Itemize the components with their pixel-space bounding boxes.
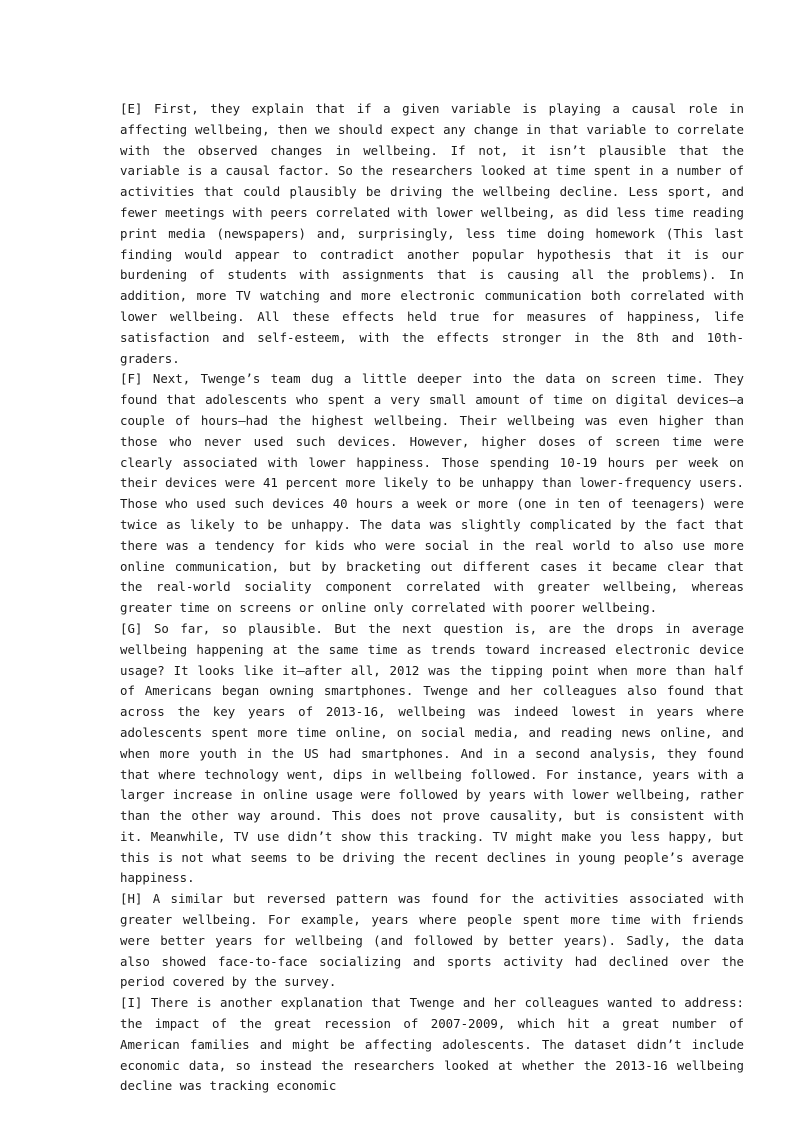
paragraph-i xyxy=(120,993,744,1097)
paragraph-text: So far, so plausible. But the next question is, are the drops in average wellbeing happening at the same time as trends toward increased electronic device usage? It looks like it—after all, 2012 was the tipping point when more than half of Americans began owning smartphones. Twenge and her colleagues also found that across the key years of 2013-16, wellbeing was indeed lowest in years where adolescents spent more time online, on social media, and reading news online, and when more youth in the US had smartphones. And in a second analysis, they found that where technology went, dips in wellbeing followed. For instance, years with a larger increase in online usage were followed by years with lower wellbeing, rather than the other way around. This does not prove causality, but is consistent with it. Meanwhile, TV use didn’t show this tracking. TV might make you less happy, but this is not what seems to be driving the recent declines in young people’s average happiness. xyxy=(120,620,745,886)
paragraph-label: [E] xyxy=(120,101,143,116)
document-body xyxy=(120,99,744,1097)
paragraph-text: A similar but reversed pattern was found for the activities associated with greater wellbeing. For example, years where people spent more time with friends were better years for wellbeing (and followed by better years). Sadly, the data also showed face-to-face socializing and sports activity had declined over the period covered by the survey. xyxy=(120,891,744,990)
paragraph-label: [H] xyxy=(120,891,143,907)
paragraph-label: [I] xyxy=(120,995,143,1011)
paragraph-h xyxy=(120,889,744,993)
paragraph-g xyxy=(120,619,744,889)
paragraph-text: Next, Twenge’s team dug a little deeper into the data on screen time. They found that adolescents who spent a very small amount of time on digital devices—a couple of hours—had the highest wellbeing. Their wellbeing was even higher than those who never used such devices. However, higher doses of screen time were clearly associated with lower happiness. Those spending 10-19 hours per week on their devices were 41 percent more likely to be unhappy than lower-frequency users. Those who used such devices 40 hours a week or more (one in ten of teenagers) were twice as likely to be unhappy. The data was slightly complicated by the fact that there was a tendency for kids who were social in the real world to also use more online communication, but by bracketing out different cases it became clear that the real-world sociality component correlated with greater wellbeing, whereas greater time on screens or online only correlated with poorer wellbeing. xyxy=(120,371,744,616)
paragraph-text: First, they explain that if a given variable is playing a causal role in affecting wellbeing, then we should expect any change in that variable to correlate with the observed changes in wellbeing. If not, it isn’t plausible that the variable is a causal factor. So the researchers looked at time spent in a number of activities that could plausibly be driving the wellbeing decline. Less sport, and fewer meetings with peers correlated with lower wellbeing, as did less time reading print media (newspapers) and, surprisingly, less time doing homework (This last finding would appear to contradict another popular hypothesis that it is our burdening of students with assignments that is causing all the problems). In addition, more TV watching and more electronic communication both correlated with lower wellbeing. All these effects held true for measures of happiness, life satisfaction and self-esteem, with the effects stronger in the 8th and 10th-graders. xyxy=(120,101,745,366)
paragraph-e xyxy=(120,99,744,369)
paragraph-text: There is another explanation that Twenge and her colleagues wanted to address: the impact of the great recession of 2007-2009, which hit a great number of American families and might be affecting adolescents. The dataset didn’t include economic data, so instead the researchers looked at whether the 2013-16 wellbeing decline was tracking economic xyxy=(120,995,744,1094)
paragraph-label: [G] xyxy=(120,620,143,636)
paragraph-label: [F] xyxy=(120,371,143,387)
paragraph-f xyxy=(120,369,744,619)
